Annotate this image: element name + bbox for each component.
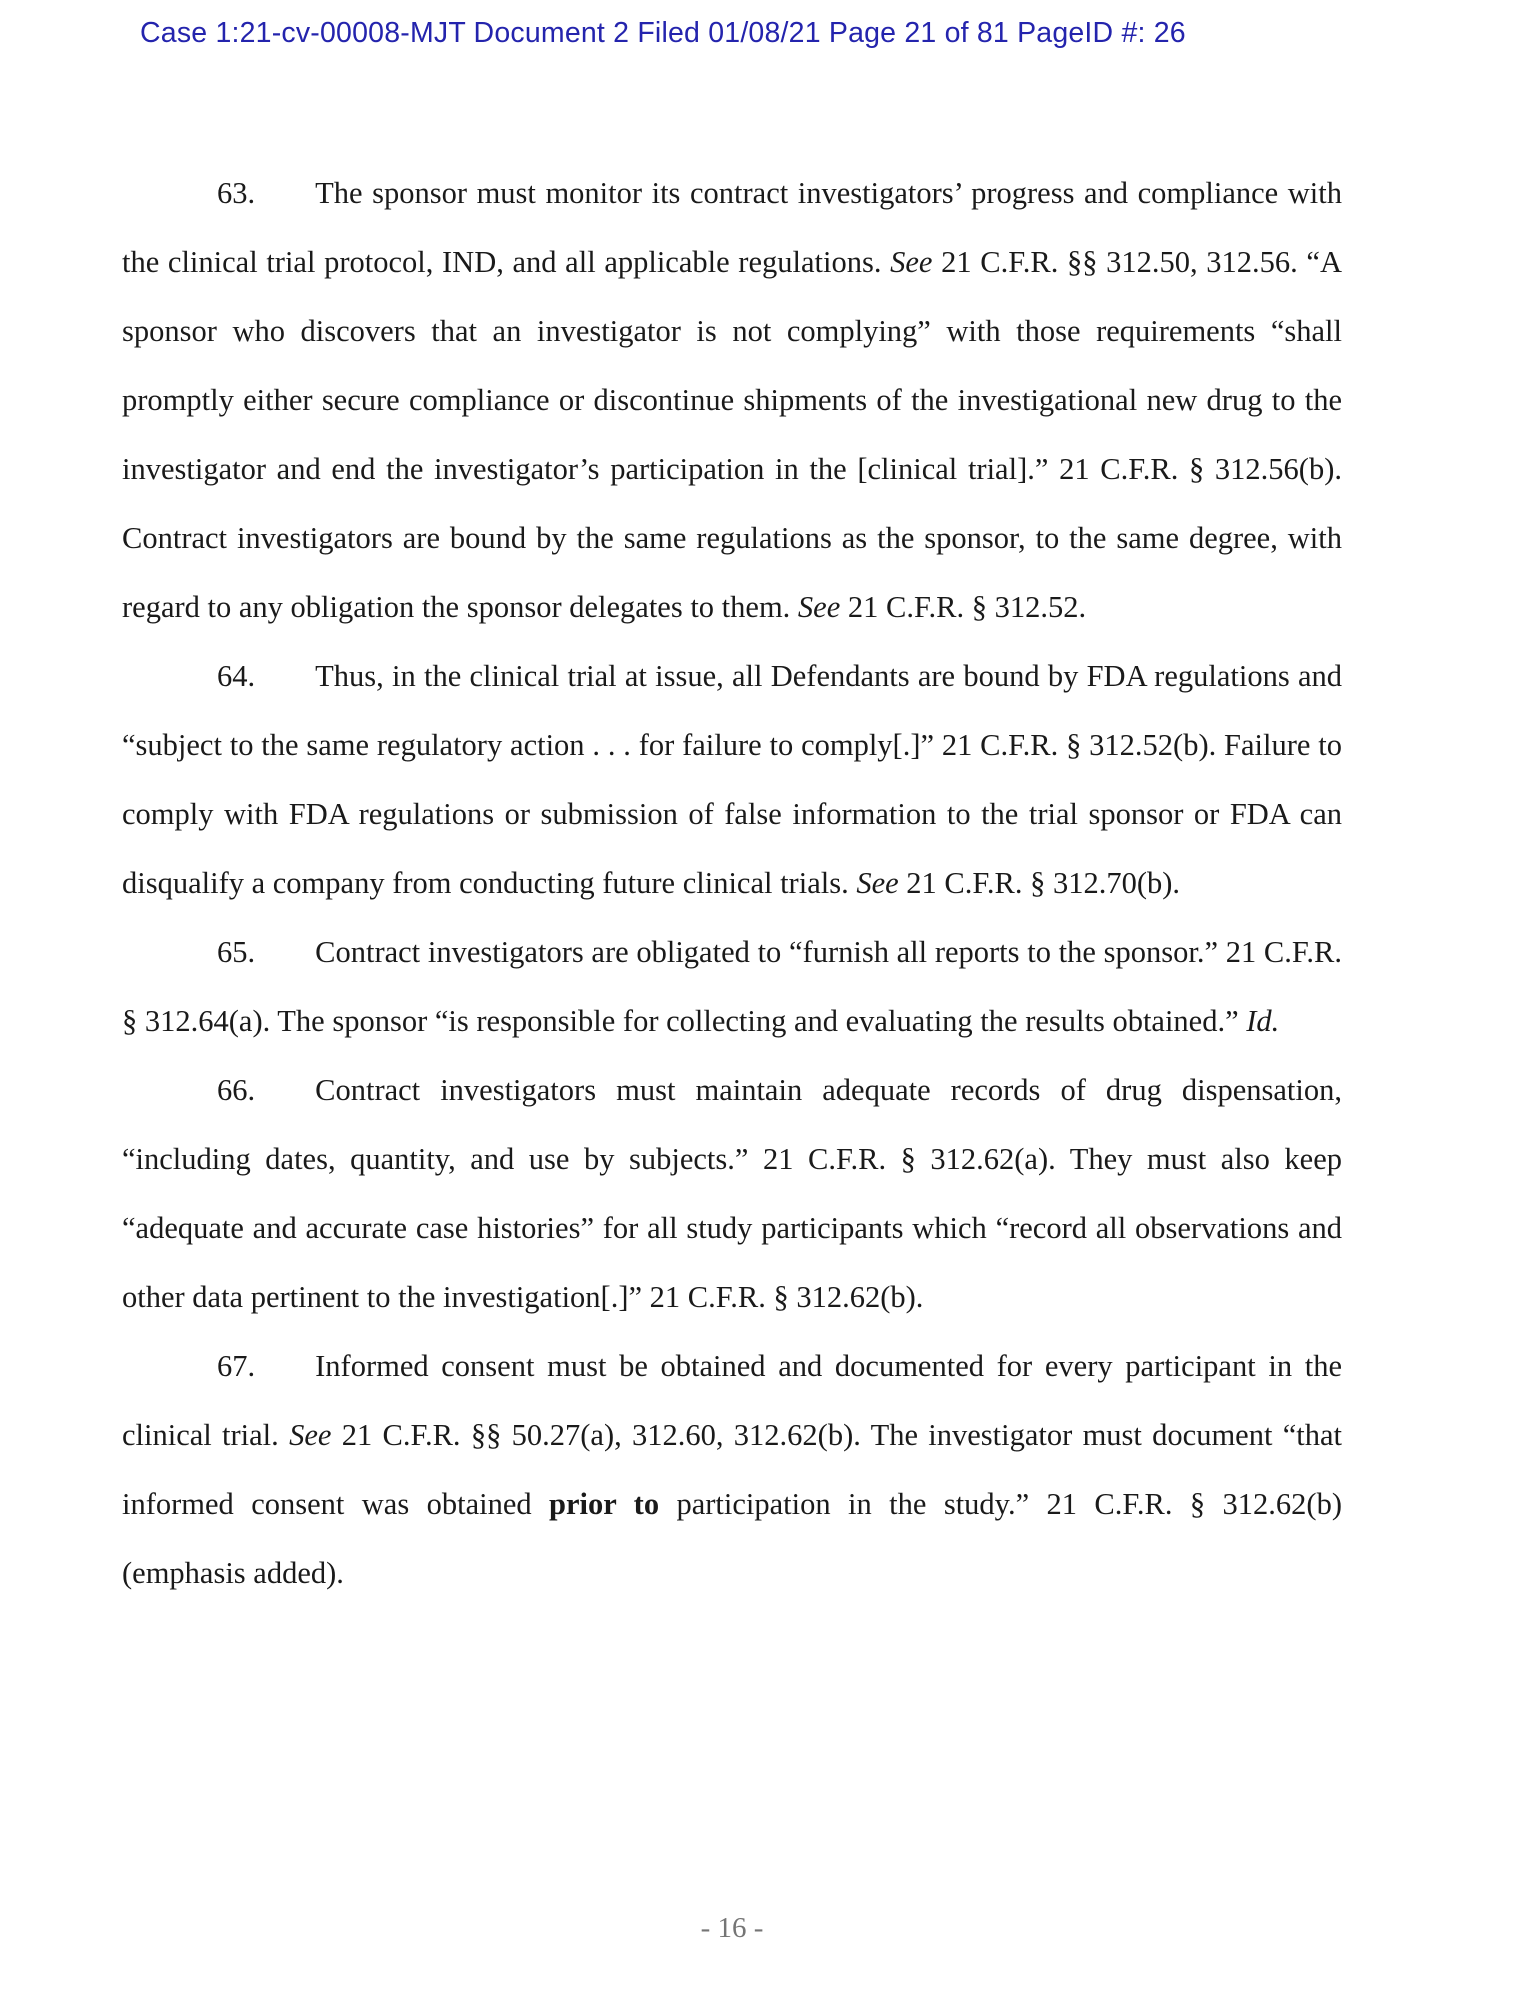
paragraph-number: 67.	[217, 1349, 256, 1383]
page-number-footer: - 16 -	[700, 1912, 764, 1944]
paragraph-66	[122, 1056, 1342, 1332]
paragraph-64	[122, 642, 1342, 918]
paragraph-number: 66.	[217, 1073, 256, 1107]
paragraph-65	[122, 918, 1342, 1056]
text-run: 21 C.F.R. §§ 312.50, 312.56. “A sponsor who discovers that an investigator is not complying” with those requirements “shall promptly either secure compliance or discontinue shipments of the investigational new drug to the investigator and end the investigator’s participation in the [clinical trial].” 21 C.F.R. § 312.56(b). Contract investigators are bound by the same regulations as the sponsor, to the same degree, with regard to any obligation the sponsor delegates to them.	[122, 245, 1342, 624]
text-run: Contract investigators must maintain adequate records of drug dispensation, “including dates, quantity, and use by subjects.” 21 C.F.R. § 312.62(a). They must also keep “adequate and accurate case histories” for all study participants which “record all observations and other data pertinent to the investigation[.]” 21 C.F.R. § 312.62(b).	[122, 1073, 1342, 1314]
text-run: 21 C.F.R. § 312.52.	[840, 590, 1087, 624]
paragraph-number: 65.	[217, 935, 256, 969]
text-run: prior to	[549, 1487, 660, 1521]
text-run: 21 C.F.R. § 312.70(b).	[898, 866, 1181, 900]
text-run: Informed consent must be obtained and documented for every participant in the clinical trial.	[122, 1349, 1342, 1452]
text-run: Thus, in the clinical trial at issue, all Defendants are bound by FDA regulations and “subject to the same regulatory action . . . for failure to comply[.]” 21 C.F.R. § 312.52(b). Failure to comply with FDA regulations or submission of false information to the trial sponsor or FDA can disqualify a company from conducting future clinical trials.	[122, 659, 1342, 900]
text-run: See	[856, 866, 899, 900]
text-run: participation in the study.” 21 C.F.R. § 312.62(b) (emphasis added).	[122, 1487, 1342, 1590]
case-stamp: Case 1:21-cv-00008-MJT Document 2 Filed 01/08/21 Page 21 of 81 PageID #: 26	[140, 17, 1186, 49]
text-run: Contract investigators are obligated to “furnish all reports to the sponsor.” 21 C.F.R. § 312.64(a). The sponsor “is responsible for collecting and evaluating the results obtained.”	[122, 935, 1342, 1038]
text-run: The sponsor must monitor its contract investigators’ progress and compliance with the clinical trial protocol, IND, and all applicable regulations.	[122, 176, 1342, 279]
text-run: See	[890, 245, 933, 279]
paragraph-67	[122, 1332, 1342, 1608]
document-body	[122, 159, 1342, 1608]
text-run: 21 C.F.R. §§ 50.27(a), 312.60, 312.62(b). The investigator must document “that informed consent was obtained	[122, 1418, 1342, 1521]
text-run: See	[797, 590, 841, 624]
text-run: Id.	[1246, 1004, 1280, 1038]
paragraph-number: 64.	[217, 659, 256, 693]
paragraph-number: 63.	[217, 176, 256, 210]
text-run: See	[289, 1418, 332, 1452]
paragraph-63	[122, 159, 1342, 642]
